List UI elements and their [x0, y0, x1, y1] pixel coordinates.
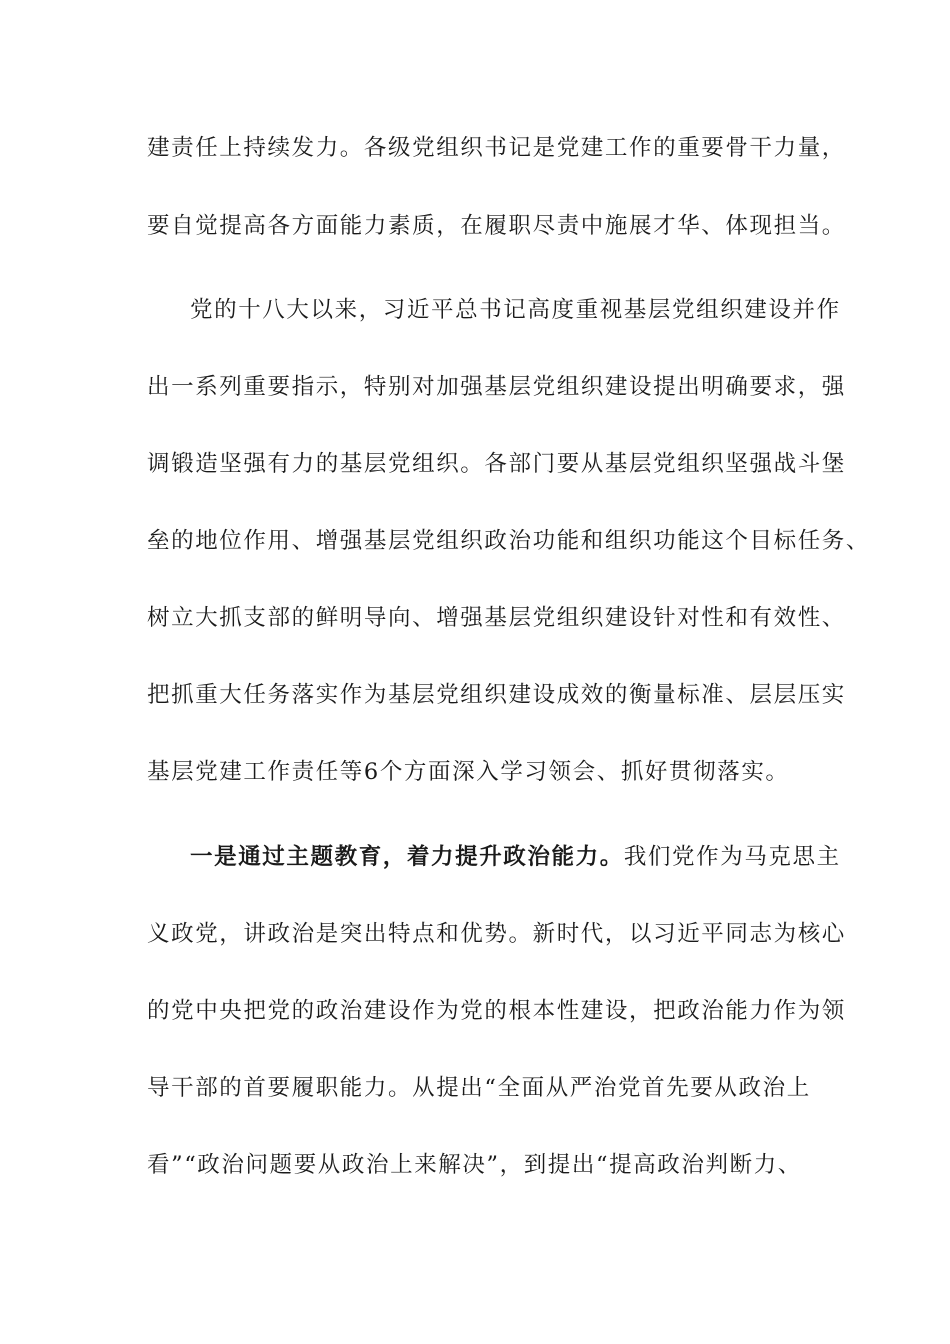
paragraph-line: 垒的地位作用、增强基层党组织政治功能和组织功能这个目标任务、 [147, 528, 871, 554]
paragraph-line: 调锻造坚强有力的基层党组织。各部门要从基层党组织坚强战斗堡 [147, 451, 846, 477]
section-heading: 一是通过主题教育，着力提升政治能力。 [190, 844, 624, 870]
paragraph-line: 导干部的首要履职能力。从提出“全面从严治党首先要从政治上 [147, 1075, 811, 1101]
paragraph-line: 看”“政治问题要从政治上来解决”，到提出“提高政治判断力、 [147, 1152, 802, 1178]
paragraph-text: 我们党作为马克思主 [623, 844, 841, 870]
paragraph-line: 树立大抓支部的鲜明导向、增强基层党组织建设针对性和有效性、 [147, 605, 846, 631]
paragraph-line: 基层党建工作责任等6个方面深入学习领会、抓好贯彻落实。 [147, 759, 790, 785]
paragraph-line: 党的十八大以来，习近平总书记高度重视基层党组织建设并作 [190, 297, 841, 323]
paragraph-line: 义政党，讲政治是突出特点和优势。新时代，以习近平同志为核心 [147, 921, 846, 947]
paragraph-line: 把抓重大任务落实作为基层党组织建设成效的衡量标准、层层压实 [147, 682, 846, 708]
paragraph-line [190, 837, 890, 877]
paragraph-line: 要自觉提高各方面能力素质，在履职尽责中施展才华、体现担当。 [147, 213, 846, 239]
paragraph-line: 建责任上持续发力。各级党组织书记是党建工作的重要骨干力量， [147, 135, 846, 161]
paragraph-line: 的党中央把党的政治建设作为党的根本性建设，把政治能力作为领 [147, 998, 846, 1024]
paragraph-line: 出一系列重要指示，特别对加强基层党组织建设提出明确要求，强 [147, 374, 846, 400]
